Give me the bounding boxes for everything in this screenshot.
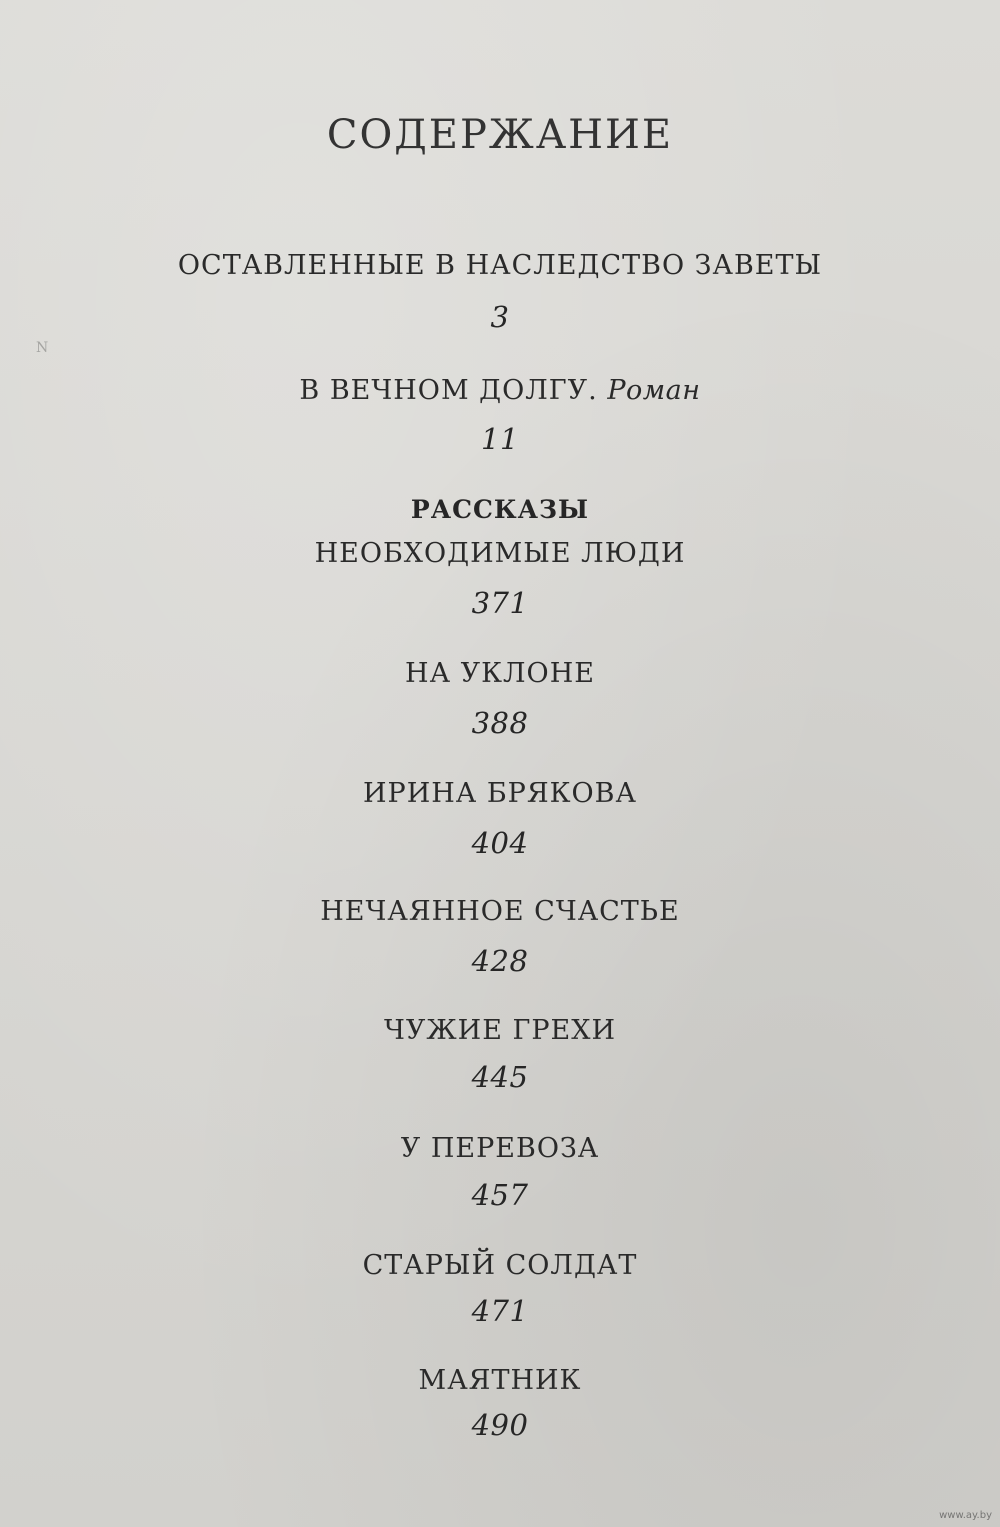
- story-title: ИРИНА БРЯКОВА: [363, 778, 637, 809]
- margin-mark: N: [36, 340, 49, 356]
- entry-page-number: 11: [481, 422, 519, 456]
- story-page-number: 457: [471, 1178, 529, 1212]
- entry-genre: Роман: [607, 375, 701, 406]
- story-title: НЕЧАЯННОЕ СЧАСТЬЕ: [320, 896, 680, 927]
- story-title: У ПЕРЕВОЗА: [400, 1133, 600, 1164]
- story-page-number: 490: [471, 1408, 529, 1442]
- story-page-number: 428: [471, 944, 529, 978]
- story-page-number: 388: [471, 706, 529, 740]
- story-title: МАЯТНИК: [418, 1365, 582, 1396]
- story-title: ЧУЖИЕ ГРЕХИ: [383, 1015, 617, 1046]
- contents-heading: СОДЕРЖАНИЕ: [326, 112, 674, 158]
- section-heading: РАССКАЗЫ: [410, 495, 590, 524]
- story-page-number: 471: [471, 1294, 529, 1328]
- entry-title: ОСТАВЛЕННЫЕ В НАСЛЕДСТВО ЗАВЕТЫ: [177, 250, 823, 281]
- story-title: СТАРЫЙ СОЛДАТ: [362, 1250, 638, 1281]
- story-page-number: 445: [471, 1060, 529, 1094]
- entry-title: [0, 375, 1000, 406]
- watermark: www.ay.by: [939, 1510, 992, 1521]
- entry-title-text: В ВЕЧНОМ ДОЛГУ.: [299, 375, 598, 406]
- story-page-number: 371: [471, 586, 529, 620]
- entry-page-number: 3: [490, 300, 510, 334]
- story-title: НА УКЛОНЕ: [405, 658, 595, 689]
- story-page-number: 404: [471, 826, 529, 860]
- story-title: НЕОБХОДИМЫЕ ЛЮДИ: [314, 538, 686, 569]
